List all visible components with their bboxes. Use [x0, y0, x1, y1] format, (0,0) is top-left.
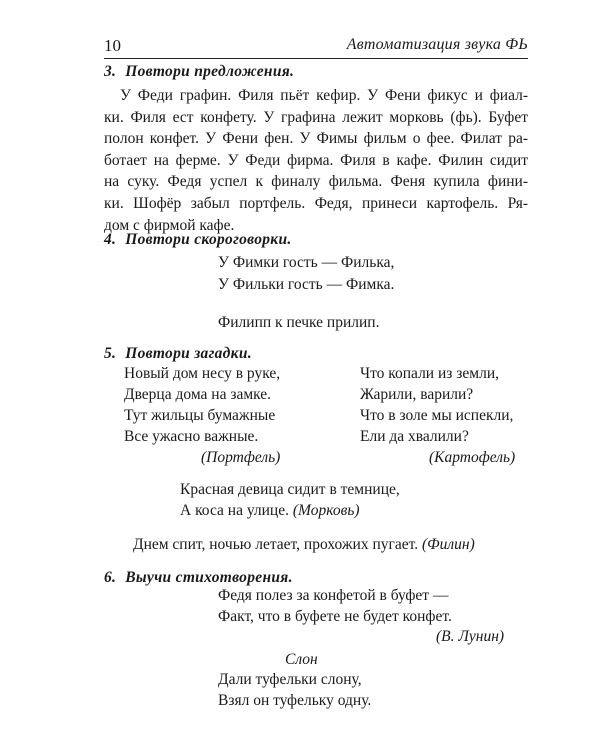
section-heading: Повтори загадки.: [125, 345, 252, 362]
running-title: Автоматизация звука ФЬ: [346, 36, 528, 53]
section-5-title: [104, 345, 252, 363]
paragraph-line: ботает на ферме. У Феди фирма. Филя в кафе. Филин сидит: [104, 151, 528, 169]
paragraph-line: дом с фирмой кафе.: [104, 216, 235, 234]
riddle-answer: (Морковь): [292, 502, 360, 519]
poem-line: Взял он туфельку одну.: [218, 692, 372, 709]
section-4-title: [104, 231, 292, 249]
tongue-twister-line: У Фильки гость — Фимка.: [218, 276, 395, 293]
riddle-answer: (Филин): [422, 536, 475, 553]
paragraph-line: У Феди графин. Филя пьёт кефир. У Фени фикус и фиал-: [120, 87, 528, 104]
section-heading: Повтори предложения.: [125, 63, 295, 80]
poem-line: Федя полез за конфетой в буфет —: [218, 587, 449, 604]
section-3-paragraph: [104, 85, 528, 236]
riddle-line: Новый дом несу в руке,: [124, 365, 281, 382]
section-number: 6.: [104, 569, 117, 586]
paragraph-line: на суку. Федя успел к финалу фильма. Феня купила фини-: [104, 173, 528, 191]
tongue-twister-line: У Фимки гость — Филька,: [218, 254, 395, 271]
paragraph-line: полон конфет. У Фени фен. У Фимы фильм о фее. Филат ра-: [104, 130, 528, 148]
tongue-twister-line: Филипп к печке прилип.: [218, 314, 380, 331]
riddle-line: Тут жильцы бумажные: [124, 407, 276, 424]
riddle-line: Дверца дома на замке.: [124, 386, 272, 403]
section-6-title: [104, 569, 293, 587]
riddle-text: А коса на улице.: [180, 502, 289, 519]
page-number: 10: [104, 36, 121, 55]
riddle-line: Ели да хвалили?: [360, 428, 469, 445]
riddle-line: [180, 501, 360, 521]
riddle-text: Днем спит, ночью летает, прохожих пугает.: [133, 536, 419, 553]
section-heading: Повтори скороговорки.: [125, 231, 292, 248]
poem-line: Дали туфельки слону,: [218, 671, 362, 688]
poem-title: Слон: [285, 651, 318, 668]
poem-author: (В. Лунин): [436, 628, 505, 645]
riddle-line: Что в золе мы испекли,: [360, 407, 514, 424]
section-3-title: [104, 63, 294, 81]
riddle-answer: (Портфель): [201, 449, 281, 466]
riddle-line: Все ужасно важные.: [124, 428, 259, 445]
paragraph-line: ки. Шофёр забыл портфель. Федя, принеси картофель. Ря-: [104, 194, 528, 212]
poem-line: Факт, что в буфете не будет конфет.: [218, 608, 452, 625]
riddle-line: Жарили, варили?: [360, 386, 474, 403]
riddle-line: Что копали из земли,: [360, 365, 499, 382]
section-number: 3.: [104, 63, 117, 80]
section-heading: Выучи стихотворения.: [125, 569, 293, 586]
paragraph-line: ки. Филя ест конфету. У графина лежит морковь (фь). Буфет: [104, 108, 528, 126]
riddle-line: Красная девица сидит в темнице,: [180, 481, 400, 498]
section-number: 5.: [104, 345, 117, 362]
section-number: 4.: [104, 231, 117, 248]
riddle-answer: (Картофель): [429, 449, 516, 466]
riddle-line: [133, 535, 475, 555]
page-header: [104, 34, 528, 59]
